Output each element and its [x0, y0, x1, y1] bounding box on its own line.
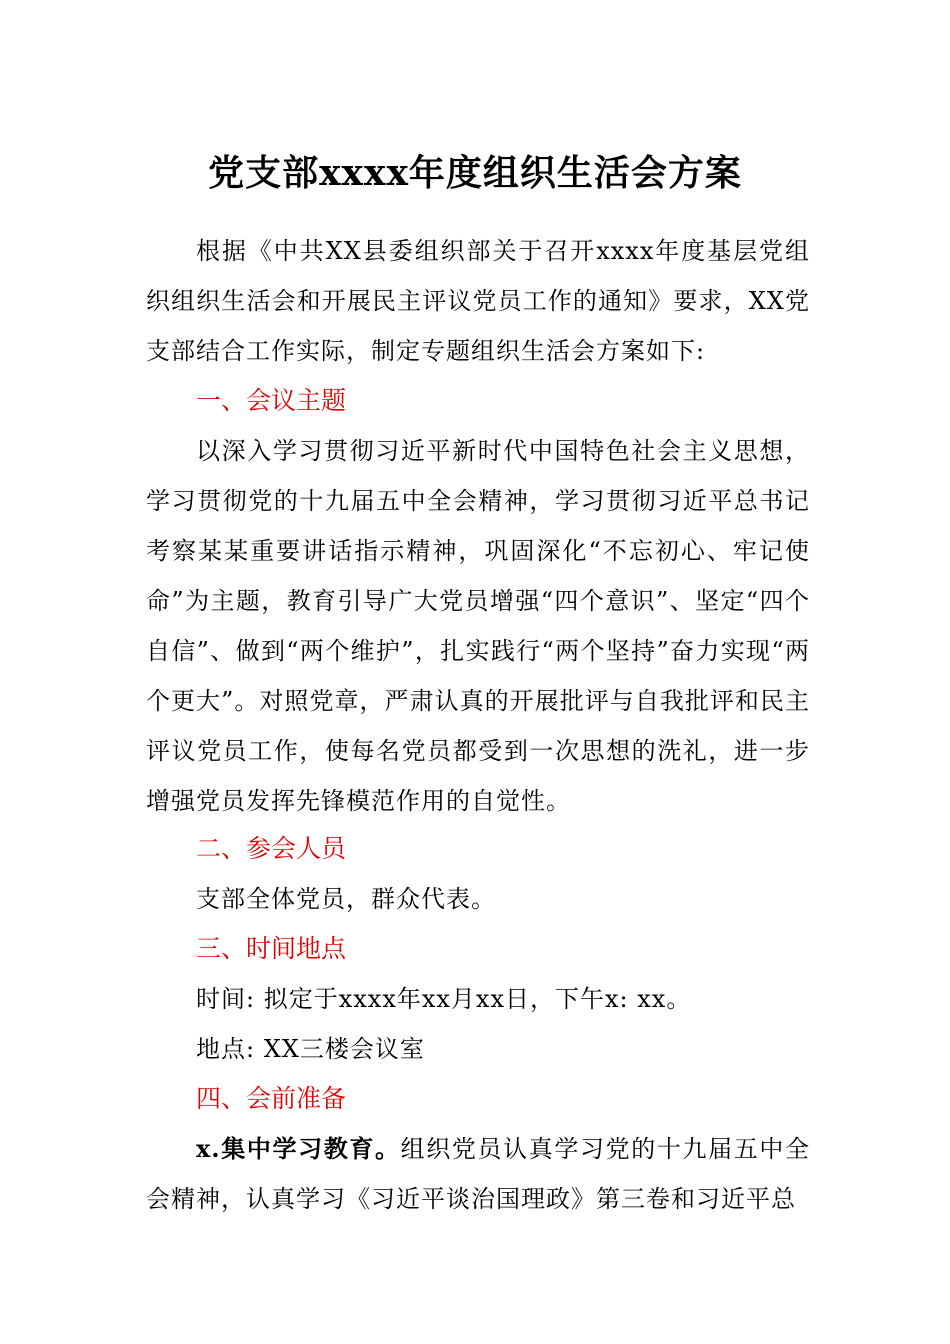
section-body-attendees: 支部全体党员，群众代表。 [196, 885, 496, 913]
section-heading-theme: 一、会议主题 [196, 386, 347, 415]
section-heading-attendees: 二、参会人员 [196, 834, 347, 863]
section-body-theme: 以深入学习贯彻习近平新时代中国特色社会主义思想，学习贯彻党的十九届五中全会精神，学习贯彻习近平总书记考察某某重要讲话指示精神，巩固深化“不忘初心、牢记使命”为主题，教育引导广大党员增强“四个意识”、坚定“四个自信”、做到“两个维护”，扎实践行“两个坚持”奋力实现“两个更大”。对照党章，严肃认真的开展批评与自我批评和民主评议党员工作，使每名党员都受到一次思想的洗礼，进一步增强党员发挥先锋模范作用的自觉性。 [146, 437, 810, 815]
meeting-place: 地点: XX三楼会议室 [196, 1035, 425, 1063]
meeting-time: 时间: 拟定于xxxx年xx月xx日，下午x: xx。 [196, 985, 692, 1013]
preparation-item-1 [146, 1124, 810, 1224]
section-heading-time-place: 三、时间地点 [196, 934, 347, 963]
intro-paragraph: 根据《中共XX县委组织部关于召开xxxx年度基层党组织组织生活会和开展民主评议党员工作的通知》要求，XX党支部结合工作实际，制定专题组织生活会方案如下: [146, 237, 810, 365]
preparation-item-1-body: 组织党员认真学习党的十九届五中全会精神，认真学习《习近平谈治国理政》第三卷和习近平总 [146, 1135, 810, 1213]
section-heading-preparation: 四、会前准备 [196, 1084, 347, 1113]
document-title: 党支部xxxx年度组织生活会方案 [208, 152, 742, 194]
preparation-item-1-lead: x.集中学习教育。 [196, 1134, 401, 1163]
